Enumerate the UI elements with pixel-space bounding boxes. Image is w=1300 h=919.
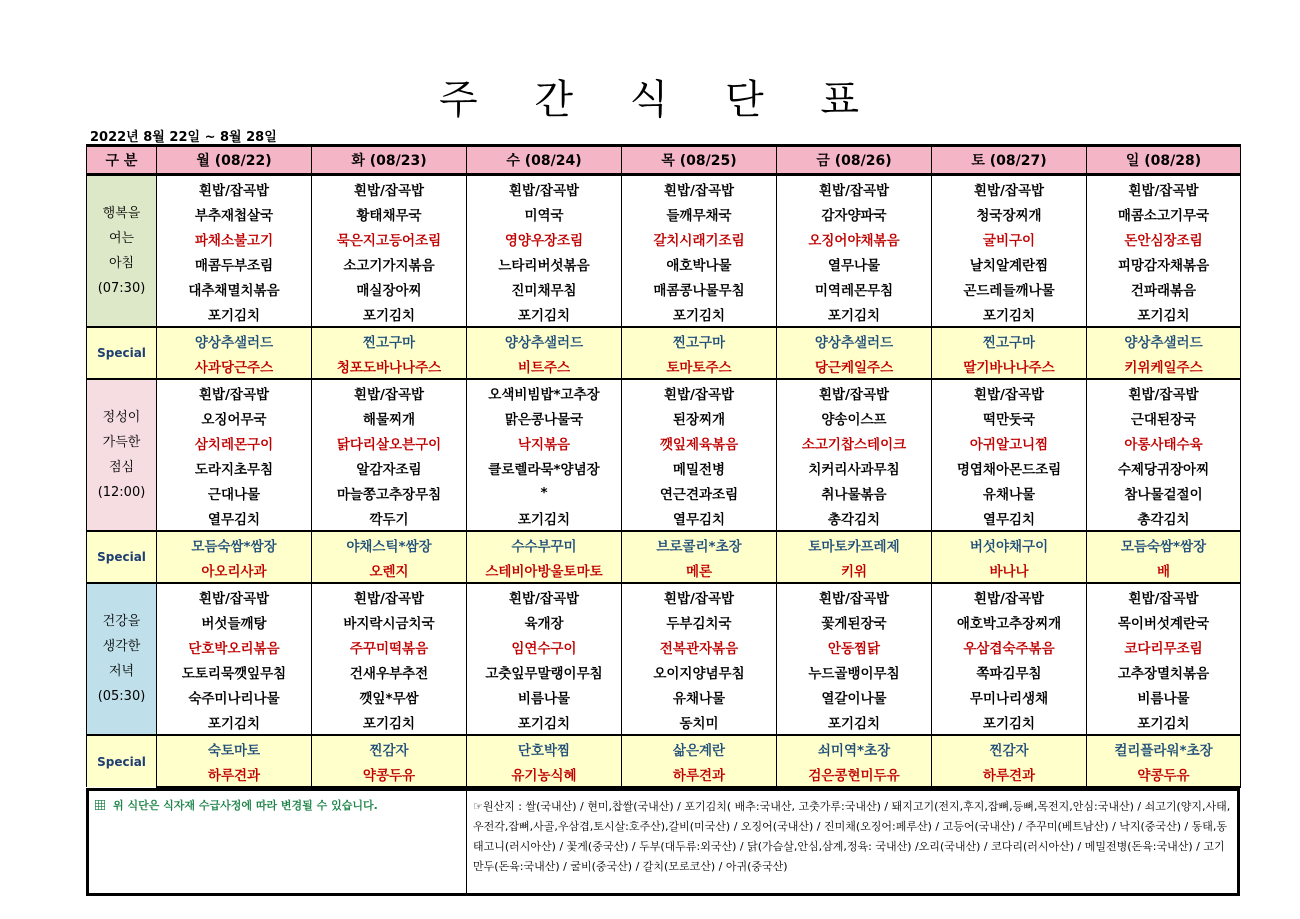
- special-cell: 양상추샐러드: [467, 327, 622, 353]
- menu-cell: 흰밥/잡곡밥: [622, 379, 777, 405]
- menu-cell: 낙지볶음: [467, 430, 622, 455]
- special-cell: 수수부꾸미: [467, 531, 622, 557]
- menu-cell: 비름나물: [1087, 684, 1241, 709]
- menu-cell: 마늘쫑고추장무침: [312, 480, 467, 505]
- menu-cell: 떡만둣국: [932, 405, 1087, 430]
- special-cell: 사과당근주스: [157, 353, 312, 379]
- meal-label-line: 정성이: [102, 410, 141, 425]
- menu-cell: 포기김치: [932, 301, 1087, 327]
- menu-cell: 총각김치: [777, 505, 932, 531]
- special-label: Special: [87, 327, 157, 379]
- menu-cell: 숙주미나리나물: [157, 684, 312, 709]
- breakfast-dish-row: [87, 301, 1241, 327]
- menu-cell: 굴비구이: [932, 226, 1087, 251]
- menu-cell: 깍두기: [312, 505, 467, 531]
- grid-icon: [95, 800, 105, 810]
- menu-cell: 피망감자채볶음: [1087, 251, 1241, 276]
- special-cell: 쇠미역*초장: [777, 735, 932, 761]
- meal-label-line: (07:30): [97, 281, 146, 296]
- notice-text: 위 식단은 식자재 수급사정에 따라 변경될 수 있습니다.: [113, 799, 378, 812]
- meal-label-line: 행복을: [102, 206, 141, 221]
- menu-cell: 곤드레들깨나물: [932, 276, 1087, 301]
- menu-cell: 포기김치: [312, 709, 467, 735]
- menu-cell: 바지락시금치국: [312, 609, 467, 634]
- menu-cell: 단호박오리볶음: [157, 634, 312, 659]
- dinner-dish-row: [87, 609, 1241, 634]
- menu-cell: 건파래볶음: [1087, 276, 1241, 301]
- menu-cell: 포기김치: [467, 709, 622, 735]
- lunch-dish-row: [87, 430, 1241, 455]
- menu-cell: 치커리사과무침: [777, 455, 932, 480]
- menu-cell: 우삼겹숙주볶음: [932, 634, 1087, 659]
- menu-cell: 두부김치국: [622, 609, 777, 634]
- menu-cell: 소고기가지볶음: [312, 251, 467, 276]
- special-cell: 숙토마토: [157, 735, 312, 761]
- special-cell: 메론: [622, 557, 777, 583]
- menu-cell: *: [467, 480, 622, 505]
- menu-cell: 취나물볶음: [777, 480, 932, 505]
- menu-cell: 해물찌개: [312, 405, 467, 430]
- menu-cell: 소고기찹스테이크: [777, 430, 932, 455]
- special-cell: 오렌지: [312, 557, 467, 583]
- date-range: 2022년 8월 22일 ~ 8월 28일: [90, 130, 277, 145]
- header-day: 금 (08/26): [777, 146, 932, 175]
- menu-cell: 맑은콩나물국: [467, 405, 622, 430]
- menu-cell: 흰밥/잡곡밥: [157, 175, 312, 202]
- menu-cell: 날치알계란찜: [932, 251, 1087, 276]
- special-cell: 유기농식혜: [467, 761, 622, 787]
- meal-label-line: 아침: [108, 256, 135, 271]
- dinner-dish-row: [87, 583, 1241, 609]
- header-label: 구 분: [87, 146, 157, 175]
- menu-cell: 흰밥/잡곡밥: [622, 583, 777, 609]
- menu-cell: 매콤소고기무국: [1087, 201, 1241, 226]
- header-day: 목 (08/25): [622, 146, 777, 175]
- menu-cell: 총각김치: [1087, 505, 1241, 531]
- menu-cell: 애호박나물: [622, 251, 777, 276]
- menu-cell: 흰밥/잡곡밥: [777, 175, 932, 202]
- special-label: Special: [87, 531, 157, 583]
- menu-cell: 코다리무조림: [1087, 634, 1241, 659]
- header-row: [87, 146, 1241, 175]
- special-cell: 버섯야채구이: [932, 531, 1087, 557]
- menu-cell: 감자양파국: [777, 201, 932, 226]
- special-cell: 단호박찜: [467, 735, 622, 761]
- special-cell: 청포도바나나주스: [312, 353, 467, 379]
- special-cell: 브로콜리*초장: [622, 531, 777, 557]
- dinner-label: [87, 583, 157, 735]
- menu-cell: 포기김치: [777, 709, 932, 735]
- breakfast-dish-row: [87, 251, 1241, 276]
- menu-cell: 포기김치: [622, 301, 777, 327]
- header-day: 수 (08/24): [467, 146, 622, 175]
- special-cell: 삶은계란: [622, 735, 777, 761]
- breakfast-dish-row: [87, 276, 1241, 301]
- menu-cell: 매콤두부조림: [157, 251, 312, 276]
- special-cell: 하루견과: [622, 761, 777, 787]
- menu-cell: 진미채무침: [467, 276, 622, 301]
- special-cell: 스테비아방울토마토: [467, 557, 622, 583]
- menu-cell: 포기김치: [157, 301, 312, 327]
- dinner-special-row: [87, 761, 1241, 787]
- menu-cell: 고추장멸치볶음: [1087, 659, 1241, 684]
- weekly-menu-table: [86, 144, 1241, 788]
- menu-cell: 흰밥/잡곡밥: [777, 379, 932, 405]
- special-cell: 찐고구마: [932, 327, 1087, 353]
- special-cell: 모듬숙쌈*쌈장: [157, 531, 312, 557]
- breakfast-dish-row: [87, 201, 1241, 226]
- lunch-dish-row: [87, 480, 1241, 505]
- menu-cell: 닭다리살오븐구이: [312, 430, 467, 455]
- dinner-dish-row: [87, 684, 1241, 709]
- menu-cell: 흰밥/잡곡밥: [622, 175, 777, 202]
- menu-cell: 포기김치: [1087, 709, 1241, 735]
- menu-cell: 갈치시래기조림: [622, 226, 777, 251]
- dinner-dish-row: [87, 634, 1241, 659]
- header-day: 일 (08/28): [1087, 146, 1241, 175]
- special-label: Special: [87, 735, 157, 787]
- special-cell: 야채스틱*쌈장: [312, 531, 467, 557]
- special-cell: 바나나: [932, 557, 1087, 583]
- menu-cell: 흰밥/잡곡밥: [467, 583, 622, 609]
- menu-cell: 된장찌개: [622, 405, 777, 430]
- menu-cell: 안동찜닭: [777, 634, 932, 659]
- menu-cell: 미역레몬무침: [777, 276, 932, 301]
- footer-box: [86, 788, 1240, 896]
- menu-cell: 오색비빔밥*고추장: [467, 379, 622, 405]
- menu-cell: 애호박고추장찌개: [932, 609, 1087, 634]
- menu-cell: 근대된장국: [1087, 405, 1241, 430]
- special-cell: 찐고구마: [622, 327, 777, 353]
- menu-cell: 고춧잎무말랭이무침: [467, 659, 622, 684]
- special-cell: 토마토카프레제: [777, 531, 932, 557]
- menu-cell: 임연수구이: [467, 634, 622, 659]
- menu-cell: 영양우장조림: [467, 226, 622, 251]
- menu-cell: 포기김치: [467, 301, 622, 327]
- meal-label-line: 점심: [108, 460, 135, 475]
- header-day: 토 (08/27): [932, 146, 1087, 175]
- special-cell: 약콩두유: [1087, 761, 1241, 787]
- menu-cell: 열무김치: [157, 505, 312, 531]
- menu-cell: 연근견과조림: [622, 480, 777, 505]
- special-cell: 찐감자: [932, 735, 1087, 761]
- menu-cell: 목이버섯계란국: [1087, 609, 1241, 634]
- breakfast-label: [87, 175, 157, 328]
- meal-label-line: 가득한: [102, 435, 141, 450]
- menu-cell: 열무나물: [777, 251, 932, 276]
- menu-cell: 동치미: [622, 709, 777, 735]
- special-cell: 컬리플라워*초장: [1087, 735, 1241, 761]
- menu-cell: 유채나물: [622, 684, 777, 709]
- header-day: 월 (08/22): [157, 146, 312, 175]
- menu-cell: 깻잎제육볶음: [622, 430, 777, 455]
- menu-cell: 참나물겉절이: [1087, 480, 1241, 505]
- special-cell: 비트주스: [467, 353, 622, 379]
- menu-cell: 알감자조림: [312, 455, 467, 480]
- menu-cell: 깻잎*무쌈: [312, 684, 467, 709]
- menu-cell: 아귀알고니찜: [932, 430, 1087, 455]
- menu-cell: 흰밥/잡곡밥: [1087, 379, 1241, 405]
- lunch-dish-row: [87, 405, 1241, 430]
- menu-cell: 오징어무국: [157, 405, 312, 430]
- menu-cell: 흰밥/잡곡밥: [932, 583, 1087, 609]
- menu-cell: 유채나물: [932, 480, 1087, 505]
- menu-cell: 흰밥/잡곡밥: [932, 379, 1087, 405]
- menu-cell: 들깨무채국: [622, 201, 777, 226]
- menu-cell: 흰밥/잡곡밥: [157, 583, 312, 609]
- menu-cell: 흰밥/잡곡밥: [1087, 583, 1241, 609]
- menu-cell: 대추채멸치볶음: [157, 276, 312, 301]
- breakfast-dish-row: [87, 175, 1241, 202]
- menu-cell: 쪽파김무침: [932, 659, 1087, 684]
- lunch-label: [87, 379, 157, 531]
- breakfast-special-row: [87, 353, 1241, 379]
- dinner-dish-row: [87, 709, 1241, 735]
- menu-cell: 오징어야채볶음: [777, 226, 932, 251]
- menu-cell: 포기김치: [932, 709, 1087, 735]
- menu-cell: 메밀전병: [622, 455, 777, 480]
- menu-cell: 매실장아찌: [312, 276, 467, 301]
- menu-cell: 오이지양념무침: [622, 659, 777, 684]
- menu-cell: 무미나리생채: [932, 684, 1087, 709]
- menu-cell: 전복관자볶음: [622, 634, 777, 659]
- special-cell: 배: [1087, 557, 1241, 583]
- menu-cell: 포기김치: [467, 505, 622, 531]
- special-cell: 키위케일주스: [1087, 353, 1241, 379]
- meal-label-line: (12:00): [97, 485, 146, 500]
- menu-cell: 포기김치: [312, 301, 467, 327]
- breakfast-special-row: [87, 327, 1241, 353]
- special-cell: 약콩두유: [312, 761, 467, 787]
- menu-cell: 아롱사태수육: [1087, 430, 1241, 455]
- menu-cell: 비름나물: [467, 684, 622, 709]
- special-cell: 양상추샐러드: [1087, 327, 1241, 353]
- special-cell: 토마토주스: [622, 353, 777, 379]
- special-cell: 하루견과: [932, 761, 1087, 787]
- special-cell: 딸기바나나주스: [932, 353, 1087, 379]
- menu-cell: 포기김치: [777, 301, 932, 327]
- lunch-dish-row: [87, 379, 1241, 405]
- menu-cell: 포기김치: [1087, 301, 1241, 327]
- menu-cell: 꽃게된장국: [777, 609, 932, 634]
- breakfast-dish-row: [87, 226, 1241, 251]
- menu-cell: 누드골뱅이무침: [777, 659, 932, 684]
- menu-cell: 미역국: [467, 201, 622, 226]
- menu-cell: 열무김치: [932, 505, 1087, 531]
- menu-cell: 삼치레몬구이: [157, 430, 312, 455]
- meal-label-line: (05:30): [97, 689, 146, 704]
- menu-cell: 흰밥/잡곡밥: [157, 379, 312, 405]
- meal-label-line: 여는: [108, 231, 135, 246]
- menu-cell: 열무김치: [622, 505, 777, 531]
- special-cell: 검은콩현미두유: [777, 761, 932, 787]
- menu-cell: 돈안심장조림: [1087, 226, 1241, 251]
- menu-cell: 포기김치: [157, 709, 312, 735]
- menu-cell: 묵은지고등어조림: [312, 226, 467, 251]
- menu-cell: 도라지초무침: [157, 455, 312, 480]
- special-cell: 모듬숙쌈*쌈장: [1087, 531, 1241, 557]
- special-cell: 아오리사과: [157, 557, 312, 583]
- menu-cell: 버섯들깨탕: [157, 609, 312, 634]
- special-cell: 키위: [777, 557, 932, 583]
- special-cell: 찐감자: [312, 735, 467, 761]
- menu-cell: 주꾸미떡볶음: [312, 634, 467, 659]
- menu-cell: 열갈이나물: [777, 684, 932, 709]
- menu-cell: 명엽채아몬드조림: [932, 455, 1087, 480]
- page-title: 주 간 식 단 표: [438, 77, 882, 123]
- menu-cell: 육개장: [467, 609, 622, 634]
- dinner-special-row: [87, 735, 1241, 761]
- dinner-dish-row: [87, 659, 1241, 684]
- menu-cell: 황태채무국: [312, 201, 467, 226]
- origin-info: ☞원산지 : 쌀(국내산) / 현미,찹쌀(국내산) / 포기김치( 배추:국내산, 고춧가루:국내산) / 돼지고기(전지,후지,잡뼈,등뼈,목전지,안심:국내산) / 쇠고기(양지,사태,우전각,잡뼈,사골,우삼겹,토시살:호주산),갈비(미국산) / 오징어(국내산) / 진미채(오징어:페루산) / 고등어(국내산) / 주꾸미(베트남산) / 낙지(중국산) / 동태,동태고니(러시아산) / 꽃게(중국산) / 두부(대두류:외국산) / 닭(가슴살,안심,삼계,정육: 국내산) /오리(국내산) / 코다리(러시아산) / 메밀전병(돈육:국내산) / 고기만두(돈육:국내산) / 굴비(중국산) / 갈치(모로코산) / 아귀(중국산): [473, 800, 1231, 873]
- menu-cell: 클로렐라묵*양념장: [467, 455, 622, 480]
- notice-cell: [89, 791, 467, 893]
- meal-label-line: 건강을: [102, 614, 141, 629]
- menu-cell: 파채소불고기: [157, 226, 312, 251]
- menu-cell: 부추재첩살국: [157, 201, 312, 226]
- lunch-special-row: [87, 531, 1241, 557]
- meal-label-line: 생각한: [102, 639, 141, 654]
- special-cell: 양상추샐러드: [777, 327, 932, 353]
- menu-cell: 수제당귀장아찌: [1087, 455, 1241, 480]
- menu-cell: 흰밥/잡곡밥: [312, 583, 467, 609]
- menu-cell: 청국장찌개: [932, 201, 1087, 226]
- lunch-dish-row: [87, 455, 1241, 480]
- menu-cell: 건새우부추전: [312, 659, 467, 684]
- menu-cell: 흰밥/잡곡밥: [467, 175, 622, 202]
- meal-label-line: 저녁: [108, 664, 135, 679]
- menu-cell: 느타리버섯볶음: [467, 251, 622, 276]
- menu-cell: 흰밥/잡곡밥: [932, 175, 1087, 202]
- menu-cell: 매콤콩나물무침: [622, 276, 777, 301]
- menu-cell: 흰밥/잡곡밥: [1087, 175, 1241, 202]
- special-cell: 당근케일주스: [777, 353, 932, 379]
- special-cell: 찐고구마: [312, 327, 467, 353]
- menu-cell: 흰밥/잡곡밥: [777, 583, 932, 609]
- special-cell: 양상추샐러드: [157, 327, 312, 353]
- menu-cell: 근대나물: [157, 480, 312, 505]
- lunch-special-row: [87, 557, 1241, 583]
- lunch-dish-row: [87, 505, 1241, 531]
- menu-cell: 도토리묵깻잎무침: [157, 659, 312, 684]
- menu-cell: 흰밥/잡곡밥: [312, 379, 467, 405]
- menu-cell: 흰밥/잡곡밥: [312, 175, 467, 202]
- menu-cell: 양송이스프: [777, 405, 932, 430]
- header-day: 화 (08/23): [312, 146, 467, 175]
- special-cell: 하루견과: [157, 761, 312, 787]
